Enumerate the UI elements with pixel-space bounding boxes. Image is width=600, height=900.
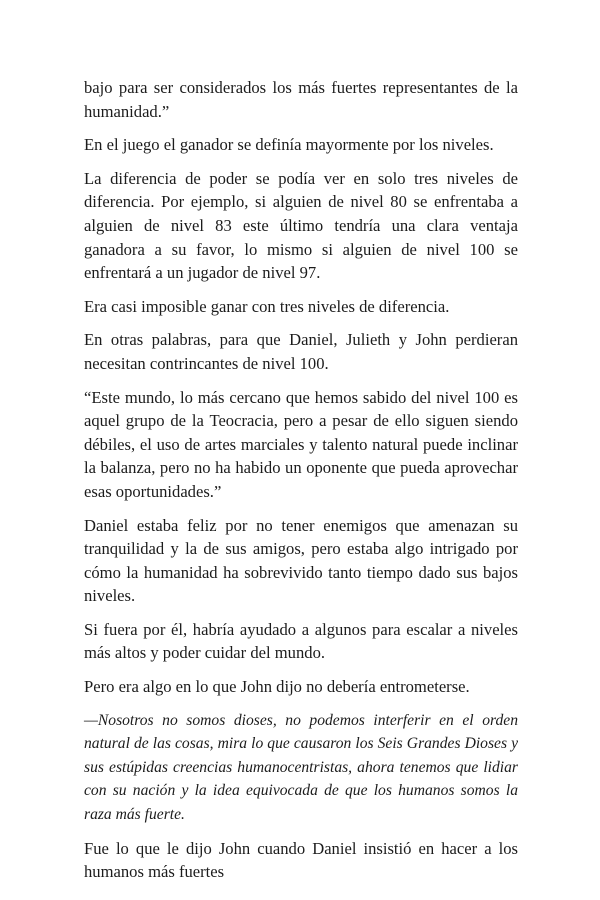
- paragraph-6: “Este mundo, lo más cercano que hemos sabido del nivel 100 es aquel grupo de la Teocracia, pero a pesar de ello siguen siendo débiles, el uso de artes marciales y talento natural puede inclinar la balanza, pero no ha habido un oponente que pueda aprovechar esas oportunidades.”: [84, 387, 518, 501]
- book-page: [84, 76, 518, 894]
- paragraph-1: bajo para ser considerados los más fuertes representantes de la humanidad.”: [84, 78, 518, 121]
- dialogue-quote: —Nosotros no somos dioses, no podemos interferir en el orden natural de las cosas, mira lo que causaron los Seis Grandes Dioses y sus estúpidas creencias humanocentristas, ahora tenemos que lidiar con su nación y la idea equivocada de que los humanos somos la raza más fuerte.: [84, 711, 518, 824]
- paragraph-2: En el juego el ganador se definía mayormente por los niveles.: [84, 135, 494, 155]
- paragraph-11: Fue lo que le dijo John cuando Daniel insistió en hacer a los humanos más fuertes: [84, 838, 518, 882]
- paragraph-9: Pero era algo en lo que John dijo no debería entrometerse.: [84, 677, 470, 697]
- paragraph-4: Era casi imposible ganar con tres niveles de diferencia.: [84, 296, 450, 316]
- paragraph-3: La diferencia de poder se podía ver en solo tres niveles de diferencia. Por ejemplo, si alguien de nivel 80 se enfrentaba a alguien de nivel 83 este último tendría una clara ventaja ganadora a su favor, lo mismo si alguien de nivel 100 se enfrentará a un jugador de nivel 97.: [84, 168, 518, 283]
- paragraph-7: Daniel estaba feliz por no tener enemigos que amenazan su tranquilidad y la de sus amigos, pero estaba algo intrigado por cómo la humanidad ha sobrevivido tanto tiempo dado sus bajos niveles.: [84, 515, 518, 606]
- paragraph-8: Si fuera por él, habría ayudado a algunos para escalar a niveles más altos y poder cuidar del mundo.: [84, 619, 518, 663]
- paragraph-5: En otras palabras, para que Daniel, Julieth y John perdieran necesitan contrincantes de nivel 100.: [84, 330, 518, 373]
